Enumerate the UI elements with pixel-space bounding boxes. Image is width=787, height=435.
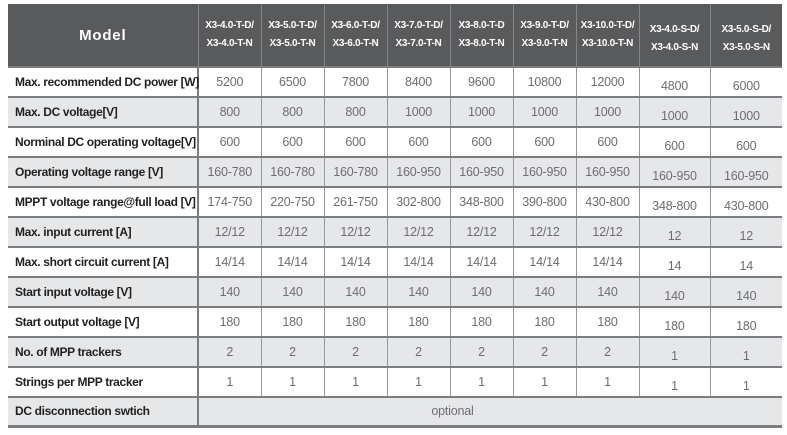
- spec-value-cell: 14/14: [387, 247, 450, 277]
- spec-value-cell: 430-800: [576, 187, 639, 217]
- spec-value-cell: 2: [198, 337, 261, 367]
- spec-value-cell: 6000: [710, 67, 782, 97]
- model-name-line1: X3-9.0-T-D/: [520, 20, 569, 31]
- spec-value-cell: 14: [639, 247, 710, 277]
- model-column-header: [513, 4, 576, 67]
- spec-value-cell: 1: [450, 367, 513, 397]
- spec-value-cell: 348-800: [639, 187, 710, 217]
- spec-value-cell: 800: [261, 97, 324, 127]
- spec-value-cell: 160-950: [710, 157, 782, 187]
- spec-value-cell: 140: [387, 277, 450, 307]
- spec-value-cell: 1: [639, 367, 710, 397]
- spec-value-cell: 140: [198, 277, 261, 307]
- spec-value-cell: 140: [710, 277, 782, 307]
- spec-value-cell: 180: [576, 307, 639, 337]
- spec-value-cell: 1000: [639, 97, 710, 127]
- model-name: [199, 4, 261, 66]
- spec-value-cell: 12: [639, 217, 710, 247]
- spec-row-label: Max. input current [A]: [15, 225, 132, 239]
- spec-value-cell: 12/12: [198, 217, 261, 247]
- spec-value-cell: 600: [513, 127, 576, 157]
- spec-value-cell: 14/14: [324, 247, 387, 277]
- spec-value-cell: 14: [710, 247, 782, 277]
- spec-value-cell: 2: [261, 337, 324, 367]
- model-column-header: [576, 4, 639, 67]
- spec-value-cell: 12/12: [576, 217, 639, 247]
- spec-value-cell: 1000: [576, 97, 639, 127]
- spec-value-cell: 12/12: [261, 217, 324, 247]
- model-name-line1: X3-4.0-T-D/: [205, 20, 254, 31]
- spec-span-value-cell: optional: [198, 397, 782, 426]
- table-row: [8, 307, 782, 337]
- spec-value-cell: 7800: [324, 67, 387, 97]
- spec-value-cell: 1: [576, 367, 639, 397]
- spec-row-label: Operating voltage range [V]: [15, 165, 163, 179]
- spec-value-cell: 2: [576, 337, 639, 367]
- table-row: [8, 157, 782, 187]
- spec-row-label: Start output voltage [V]: [15, 315, 140, 329]
- spec-value-cell: 600: [576, 127, 639, 157]
- model-name-line1: X3-5.0-S-D/: [721, 23, 771, 35]
- table-row: [8, 127, 782, 157]
- model-name: [451, 4, 513, 66]
- spec-value-cell: 5200: [198, 67, 261, 97]
- spec-value-cell: 1: [710, 337, 782, 367]
- spec-value-cell: 1000: [710, 97, 782, 127]
- spec-table-body: [8, 67, 782, 426]
- spec-value-cell: 430-800: [710, 187, 782, 217]
- spec-value-cell: 1: [513, 367, 576, 397]
- spec-value-cell: 180: [261, 307, 324, 337]
- spec-value-cell: 2: [450, 337, 513, 367]
- spec-value-cell: 160-950: [639, 157, 710, 187]
- table-row: [8, 97, 782, 127]
- model-header-cell: Model: [8, 4, 198, 67]
- spec-value-cell: 10800: [513, 67, 576, 97]
- spec-value-cell: 14/14: [261, 247, 324, 277]
- spec-row-label: Max. short circuit current [A]: [15, 255, 169, 269]
- spec-value-cell: 600: [198, 127, 261, 157]
- spec-value-cell: 12000: [576, 67, 639, 97]
- model-column-header: [710, 4, 782, 67]
- spec-value-cell: 14/14: [513, 247, 576, 277]
- spec-value-cell: 348-800: [450, 187, 513, 217]
- spec-value-cell: 600: [261, 127, 324, 157]
- spec-value-cell: 600: [387, 127, 450, 157]
- table-row: [8, 397, 782, 426]
- model-name: [514, 4, 576, 66]
- spec-value-cell: 1000: [450, 97, 513, 127]
- model-name-line1: X3-8.0-T-D: [458, 20, 505, 31]
- spec-value-cell: 1: [710, 367, 782, 397]
- table-row: [8, 187, 782, 217]
- model-name-line1: X3-10.0-T-D/: [580, 20, 635, 31]
- spec-row-label: DC disconnection swtich: [15, 404, 150, 419]
- spec-value-cell: 140: [576, 277, 639, 307]
- model-column-header: [198, 4, 261, 67]
- model-name: [577, 4, 639, 66]
- spec-value-cell: 160-780: [261, 157, 324, 187]
- model-name: [388, 4, 450, 66]
- spec-row-label: Max. DC voltage[V]: [15, 105, 118, 119]
- spec-value-cell: 1: [387, 367, 450, 397]
- spec-value-cell: 12/12: [324, 217, 387, 247]
- spec-value-cell: 160-780: [198, 157, 261, 187]
- model-name: [711, 4, 783, 66]
- spec-value-cell: 180: [710, 307, 782, 337]
- spec-value-cell: 1: [198, 367, 261, 397]
- spec-value-cell: 160-950: [576, 157, 639, 187]
- table-row: [8, 277, 782, 307]
- spec-value-cell: 1: [639, 337, 710, 367]
- spec-value-cell: 140: [450, 277, 513, 307]
- model-column-header: [261, 4, 324, 67]
- spec-value-cell: 160-950: [513, 157, 576, 187]
- model-name-line2: X3-4.0-S-N: [650, 41, 698, 53]
- spec-value-cell: 14/14: [576, 247, 639, 277]
- spec-value-cell: 6500: [261, 67, 324, 97]
- model-name-line1: X3-7.0-T-D/: [394, 20, 443, 31]
- model-name-line2: X3-4.0-T-N: [206, 38, 253, 49]
- spec-value-cell: 600: [710, 127, 782, 157]
- spec-value-cell: 800: [198, 97, 261, 127]
- spec-row-label: Strings per MPP tracker: [15, 375, 143, 389]
- table-row: [8, 337, 782, 367]
- spec-row-label: Norminal DC operating voltage[V]: [15, 135, 196, 149]
- spec-row-label: MPPT voltage range@full load [V]: [15, 195, 196, 209]
- model-column-header: [639, 4, 710, 67]
- spec-value-cell: 600: [450, 127, 513, 157]
- spec-value-cell: 160-950: [387, 157, 450, 187]
- model-name-line2: X3-9.0-T-N: [521, 38, 568, 49]
- spec-value-cell: 600: [324, 127, 387, 157]
- spec-value-cell: 2: [387, 337, 450, 367]
- model-name: [640, 4, 710, 66]
- spec-value-cell: 140: [639, 277, 710, 307]
- spec-value-cell: 140: [513, 277, 576, 307]
- model-name-line2: X3-6.0-T-N: [332, 38, 379, 49]
- spec-value-cell: 12/12: [387, 217, 450, 247]
- spec-value-cell: 14/14: [198, 247, 261, 277]
- model-column-header: [324, 4, 387, 67]
- spec-value-cell: 220-750: [261, 187, 324, 217]
- spec-value-cell: 1000: [513, 97, 576, 127]
- spec-value-cell: 4800: [639, 67, 710, 97]
- spec-value-cell: 180: [639, 307, 710, 337]
- spec-value-cell: 261-750: [324, 187, 387, 217]
- spec-value-cell: 180: [387, 307, 450, 337]
- table-row: [8, 247, 782, 277]
- model-name-line1: X3-5.0-T-D/: [268, 20, 317, 31]
- spec-value-cell: 9600: [450, 67, 513, 97]
- spec-value-cell: 600: [639, 127, 710, 157]
- spec-value-cell: 1000: [387, 97, 450, 127]
- spec-value-cell: 12/12: [513, 217, 576, 247]
- model-name-line2: X3-5.0-S-N: [722, 41, 770, 53]
- header-row: [8, 4, 782, 67]
- model-name: [325, 4, 387, 66]
- spec-row-label: No. of MPP trackers: [15, 345, 122, 359]
- inverter-spec-table: [8, 4, 782, 428]
- model-name-line1: X3-4.0-S-D/: [649, 23, 700, 35]
- model-column-header: [450, 4, 513, 67]
- spec-value-cell: 390-800: [513, 187, 576, 217]
- table-row: [8, 367, 782, 397]
- spec-value-cell: 140: [324, 277, 387, 307]
- spec-value-cell: 8400: [387, 67, 450, 97]
- spec-value-cell: 302-800: [387, 187, 450, 217]
- spec-value-cell: 800: [324, 97, 387, 127]
- model-name-line2: X3-7.0-T-N: [395, 38, 442, 49]
- model-name-line2: X3-5.0-T-N: [269, 38, 316, 49]
- table-row: [8, 67, 782, 97]
- spec-value-cell: 14/14: [450, 247, 513, 277]
- spec-value-cell: 140: [261, 277, 324, 307]
- model-name: [262, 4, 324, 66]
- model-column-header: [387, 4, 450, 67]
- spec-value-cell: 180: [198, 307, 261, 337]
- spec-value-cell: 180: [450, 307, 513, 337]
- spec-row-label: Max. recommended DC power [W]: [15, 75, 199, 89]
- model-name-line2: X3-8.0-T-N: [458, 38, 505, 49]
- spec-value-cell: 12: [710, 217, 782, 247]
- spec-table-header: [8, 4, 782, 67]
- spec-value-cell: 174-750: [198, 187, 261, 217]
- spec-value-cell: 180: [513, 307, 576, 337]
- table-row: [8, 217, 782, 247]
- spec-value-cell: 2: [513, 337, 576, 367]
- spec-value-cell: 160-780: [324, 157, 387, 187]
- model-name-line2: X3-10.0-T-N: [581, 38, 634, 49]
- spec-value-cell: 1: [324, 367, 387, 397]
- spec-value-cell: 180: [324, 307, 387, 337]
- spec-value-cell: 2: [324, 337, 387, 367]
- spec-value-cell: 1: [261, 367, 324, 397]
- spec-value-cell: 160-950: [450, 157, 513, 187]
- model-name-line1: X3-6.0-T-D/: [331, 20, 380, 31]
- spec-value-cell: 12/12: [450, 217, 513, 247]
- spec-row-label: Start input voltage [V]: [15, 285, 132, 299]
